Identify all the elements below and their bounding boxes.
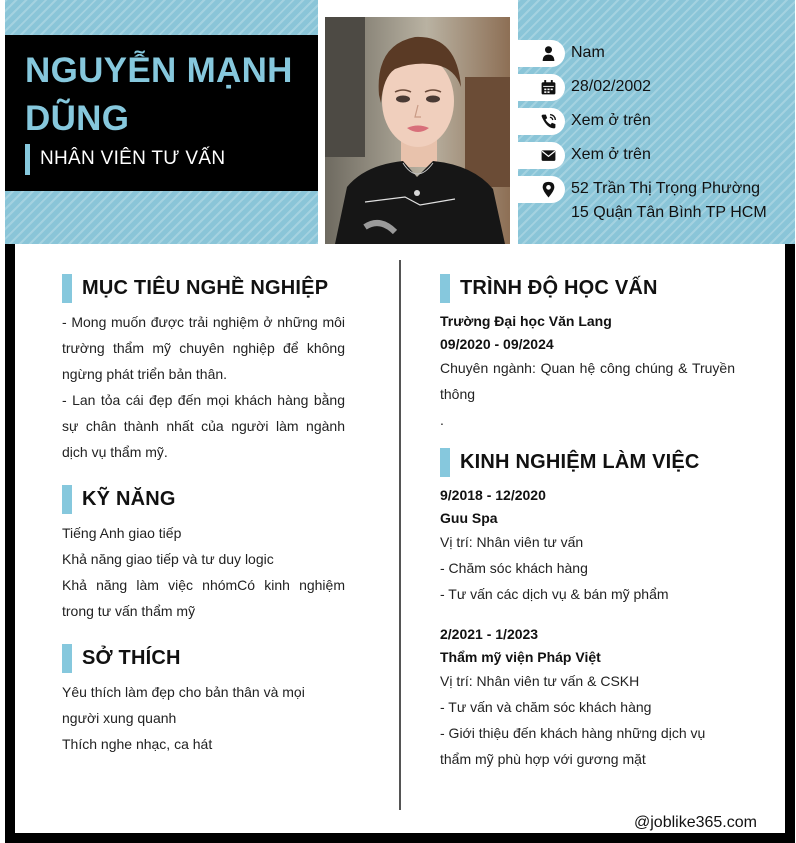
hobby-item: Yêu thích làm đẹp cho bản thân và mọi người xung quanh bbox=[62, 684, 305, 726]
education-school: Trường Đại học Văn Lang bbox=[440, 313, 612, 329]
job-1-details bbox=[440, 529, 735, 607]
name-box bbox=[5, 35, 318, 191]
job-2-line: Vị trí: Nhân viên tư vấn & CSKH bbox=[440, 673, 640, 689]
column-divider bbox=[399, 260, 401, 810]
hobbies-heading: SỞ THÍCH bbox=[62, 644, 181, 673]
info-email bbox=[518, 142, 651, 169]
job-1-line: - Chăm sóc khách hàng bbox=[440, 560, 588, 576]
skills-heading: KỸ NĂNG bbox=[62, 485, 176, 514]
job-1-line: Vị trí: Nhân viên tư vấn bbox=[440, 534, 584, 550]
frame-left-border bbox=[5, 244, 15, 843]
skill-item: Khả năng làm việc nhómCó kinh nghiệm trong tư vấn thẩm mỹ bbox=[62, 577, 345, 619]
career-goal-text bbox=[62, 309, 345, 465]
career-goal-heading: MỤC TIÊU NGHỀ NGHIỆP bbox=[62, 274, 328, 303]
skill-item: Khả năng giao tiếp và tư duy logic bbox=[62, 551, 274, 567]
email-text: Xem ở trên bbox=[571, 146, 651, 163]
full-name bbox=[25, 47, 310, 143]
phone-icon bbox=[518, 108, 565, 135]
education-heading: TRÌNH ĐỘ HỌC VẤN bbox=[440, 274, 658, 303]
job-1-period: 9/2018 - 12/2020 bbox=[440, 487, 546, 503]
career-goal-line-1: - Mong muốn được trải nghiệm ở những môi trường thẩm mỹ chuyên nghiệp để không ngừng phát triển bản thân. bbox=[62, 314, 345, 382]
job-2-details bbox=[440, 668, 737, 772]
education-dot: . bbox=[440, 412, 444, 428]
gender-text: Nam bbox=[571, 44, 605, 61]
address-line-1: 52 Trần Thị Trọng Phường bbox=[571, 180, 761, 197]
address-text bbox=[571, 177, 767, 225]
job-2-period: 2/2021 - 1/2023 bbox=[440, 626, 539, 642]
job-2-company: Thẩm mỹ viện Pháp Việt bbox=[440, 649, 601, 665]
hobby-item: Thích nghe nhạc, ca hát bbox=[62, 736, 213, 752]
frame-bottom-border bbox=[5, 833, 795, 843]
info-phone bbox=[518, 108, 651, 135]
experience-heading: KINH NGHIỆM LÀM VIỆC bbox=[440, 448, 700, 477]
location-icon bbox=[518, 176, 565, 203]
info-address bbox=[518, 176, 767, 225]
portrait-illustration bbox=[325, 17, 510, 244]
job-2-line: - Giới thiệu đến khách hàng những dịch vụ thẩm mỹ phù hợp với gương mặt bbox=[440, 725, 706, 767]
frame-right-border bbox=[785, 244, 795, 843]
info-gender bbox=[518, 40, 605, 67]
skills-text bbox=[62, 520, 345, 624]
address-line-2: 15 Quận Tân Bình TP HCM bbox=[571, 204, 767, 221]
info-birthday bbox=[518, 74, 651, 101]
career-goal-line-2: - Lan tỏa cái đẹp đến mọi khách hàng bằng sự chân thành nhất của người làm ngành dịch vụ thẩm mỹ. bbox=[62, 392, 345, 460]
phone-text: Xem ở trên bbox=[571, 112, 651, 129]
job-title: NHÂN VIÊN TƯ VẤN bbox=[40, 148, 226, 169]
job-2-line: - Tư vấn và chăm sóc khách hàng bbox=[440, 699, 652, 715]
education-major: Chuyên ngành: Quan hệ công chúng & Truyền thông bbox=[440, 360, 735, 402]
profile-photo bbox=[325, 17, 510, 244]
name-line-2: DŨNG bbox=[25, 99, 130, 138]
person-icon bbox=[518, 40, 565, 67]
job-1-company: Guu Spa bbox=[440, 510, 498, 526]
calendar-icon bbox=[518, 74, 565, 101]
email-icon bbox=[518, 142, 565, 169]
name-line-1: NGUYỄN MẠNH bbox=[25, 51, 293, 90]
title-accent-bar bbox=[25, 144, 30, 175]
job-1-line: - Tư vấn các dịch vụ & bán mỹ phẩm bbox=[440, 586, 669, 602]
education-period: 09/2020 - 09/2024 bbox=[440, 336, 554, 352]
watermark: @joblike365.com bbox=[634, 814, 757, 831]
skill-item: Tiếng Anh giao tiếp bbox=[62, 525, 182, 541]
birthday-text: 28/02/2002 bbox=[571, 78, 652, 95]
hobbies-text bbox=[62, 679, 345, 757]
